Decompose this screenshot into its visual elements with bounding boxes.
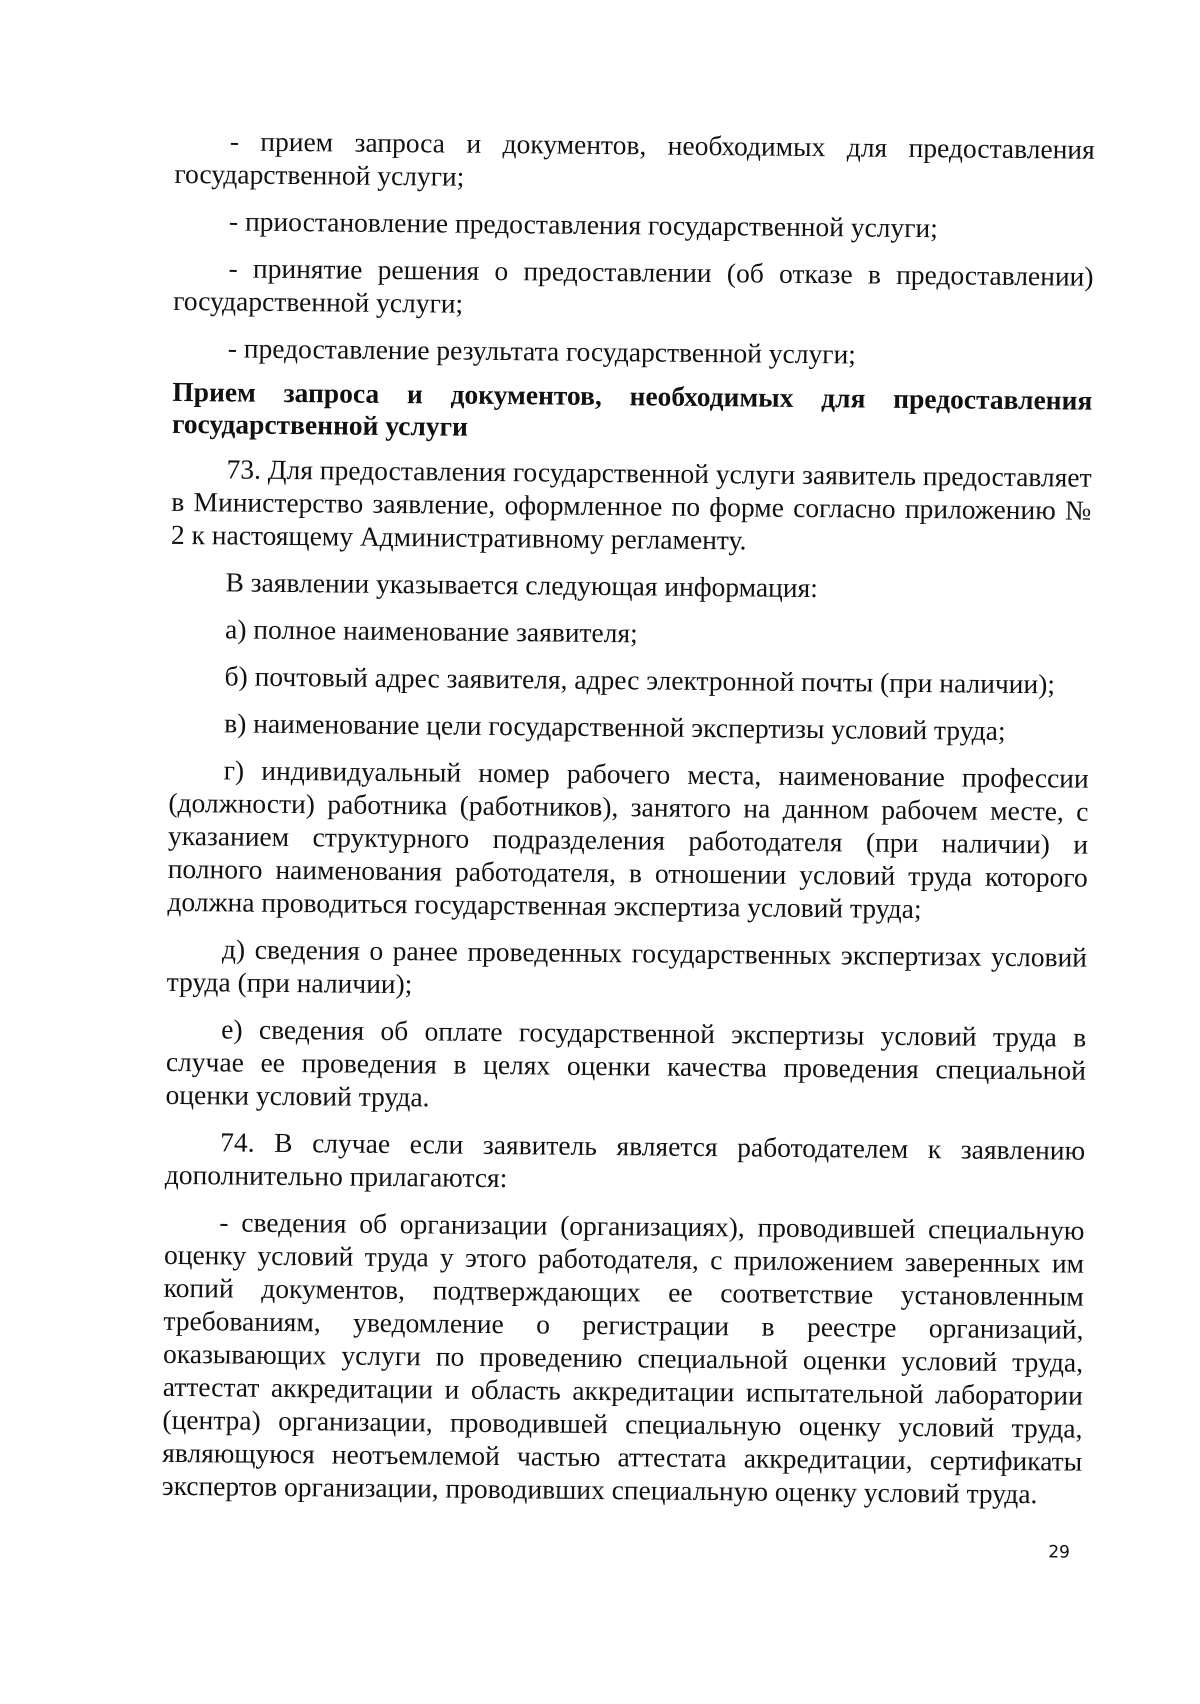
list-item-g: г) индивидуальный номер рабочего места, наименование профессии (должности) работника (работников), занятого на данном рабочем месте, с указанием структурного подразделения работодателя (при наличии) и полного наименования работодателя, в отношении условий труда которого должна проводиться государственная экспертиза условий труда; bbox=[167, 754, 1089, 925]
list-item-receive-request: - прием запроса и документов, необходимых для предоставления государственной услуги; bbox=[174, 125, 1095, 192]
list-item-suspension: - приостановление предоставления государственной услуги; bbox=[228, 205, 939, 244]
paragraph-intro: В заявлении указывается следующая информация: bbox=[225, 566, 818, 604]
list-item-provide-result: - предоставление результата государственной услуги; bbox=[227, 332, 857, 370]
list-item-b: б) почтовый адрес заявителя, адрес электронной почты (при наличии); bbox=[224, 660, 1056, 700]
list-item-a: а) полное наименование заявителя; bbox=[224, 613, 638, 649]
document-body bbox=[162, 124, 1095, 1525]
section-heading: Прием запроса и документов, необходимых для предоставления государственной услуги bbox=[171, 375, 1093, 442]
list-item-decision: - принятие решения о предоставлении (об отказе в предоставлении) государственной услуги; bbox=[173, 252, 1094, 319]
paragraph-74-item: - сведения об организации (организациях), проводившей специальную оценку условий труда у этого работодателя, с приложением заверенных им копий документов, подтверждающих ее соответствие установленным требованиям, уведомление о регистрации в реестре организаций, оказывающих услуги по проведению специальной оценки условий труда, аттестат аккредитации и область аккредитации испытательной лаборатории (центра) организации, проводившей специальную оценку условий труда, являющуюся неотъемлемой частью аттестата аккредитации, сертификаты экспертов организации, проводивших специальную оценку условий труда. bbox=[161, 1206, 1085, 1510]
page-number: 29 bbox=[1048, 1542, 1071, 1563]
paragraph-73: 73. Для предоставления государственной услуги заявитель предоставляет в Министерство заявление, оформленное по форме согласно приложению № 2 к настоящему Административному регламенту. bbox=[170, 453, 1092, 556]
paragraph-74: 74. В случае если заявитель является работодателем к заявлению дополнительно прилагаются: bbox=[164, 1126, 1086, 1194]
list-item-v: в) наименование цели государственной экспертизы условий труда; bbox=[224, 707, 1006, 746]
list-item-e: е) сведения об оплате государственной экспертизы условий труда в случае ее проведения в целях оценки качества проведения специальной оценки условий труда. bbox=[165, 1013, 1087, 1113]
list-item-d: д) сведения о ранее проведенных государственных экспертизах условий труда (при наличии); bbox=[166, 933, 1088, 1000]
